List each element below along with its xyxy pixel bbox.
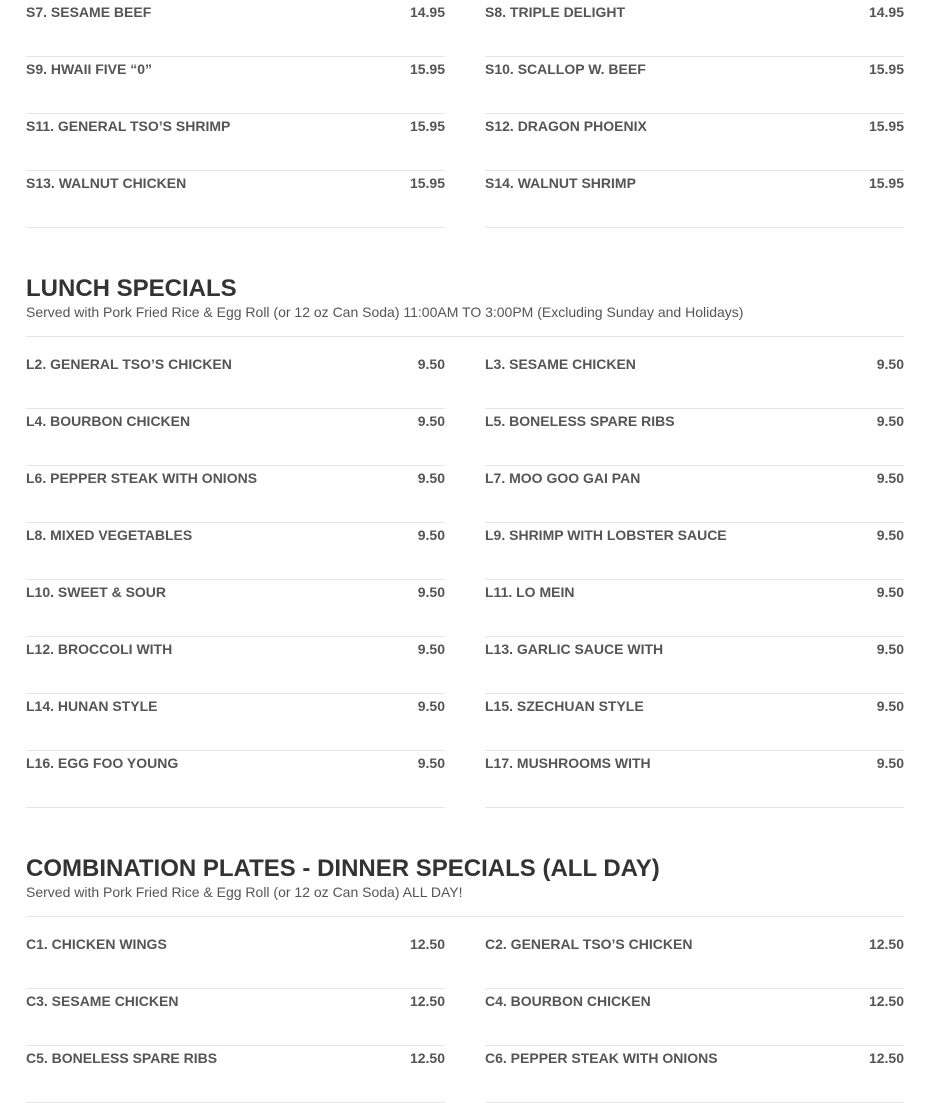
menu-item[interactable] <box>485 171 904 228</box>
menu-item-price: 12.50 <box>868 1050 904 1066</box>
menu-item-name: L16. EGG FOO YOUNG <box>26 755 179 771</box>
menu-item-name: L2. GENERAL TSO’S CHICKEN <box>26 356 232 372</box>
menu-item-name: L17. MUSHROOMS WITH <box>485 755 651 771</box>
menu-item[interactable] <box>26 989 445 1046</box>
menu-item-name: L11. LO MEIN <box>485 584 575 600</box>
menu-column-left <box>26 352 445 808</box>
menu-item-price: 15.95 <box>409 61 445 77</box>
menu-item-price: 9.50 <box>876 584 904 600</box>
menu-item-price: 15.95 <box>868 118 904 134</box>
menu-item-price: 9.50 <box>876 470 904 486</box>
menu-item-price: 9.50 <box>417 755 445 771</box>
section-divider <box>26 916 904 917</box>
menu-item[interactable] <box>485 0 904 57</box>
menu-item-name: L6. PEPPER STEAK WITH ONIONS <box>26 470 258 486</box>
menu-item[interactable] <box>485 932 904 989</box>
section-divider <box>26 336 904 337</box>
menu-item-name: C3. SESAME CHICKEN <box>26 993 179 1009</box>
menu-item-price: 9.50 <box>417 584 445 600</box>
menu-item-name: S13. WALNUT CHICKEN <box>26 175 187 191</box>
menu-item[interactable] <box>26 352 445 409</box>
menu-item-price: 9.50 <box>876 641 904 657</box>
menu-item[interactable] <box>485 580 904 637</box>
menu-item-name: C1. CHICKEN WINGS <box>26 936 167 952</box>
section-description: Served with Pork Fried Rice & Egg Roll (or 12 oz Can Soda) 11:00AM TO 3:00PM (Excluding Sunday and Holidays) <box>26 304 744 320</box>
menu-item-name: S7. SESAME BEEF <box>26 4 152 20</box>
menu-item[interactable] <box>26 523 445 580</box>
menu-item-name: S14. WALNUT SHRIMP <box>485 175 636 191</box>
section-title: LUNCH SPECIALS <box>26 275 237 302</box>
menu-item-price: 12.50 <box>409 993 445 1009</box>
menu-item-price: 12.50 <box>409 1050 445 1066</box>
menu-item-name: S10. SCALLOP W. BEEF <box>485 61 646 77</box>
menu-item[interactable] <box>485 989 904 1046</box>
menu-item-name: C4. BOURBON CHICKEN <box>485 993 651 1009</box>
menu-item-name: C6. PEPPER STEAK WITH ONIONS <box>485 1050 718 1066</box>
menu-item-name: L15. SZECHUAN STYLE <box>485 698 644 714</box>
menu-item[interactable] <box>485 352 904 409</box>
menu-column-right <box>485 0 904 228</box>
menu-item-name: S11. GENERAL TSO’S SHRIMP <box>26 118 231 134</box>
menu-item-price: 9.50 <box>876 356 904 372</box>
menu-item-price: 9.50 <box>876 698 904 714</box>
menu-column-left <box>26 932 445 1103</box>
menu-item-price: 15.95 <box>409 175 445 191</box>
menu-item-price: 15.95 <box>409 118 445 134</box>
menu-item[interactable] <box>26 1046 445 1103</box>
menu-item[interactable] <box>485 637 904 694</box>
menu-item-price: 9.50 <box>417 698 445 714</box>
menu-item[interactable] <box>485 523 904 580</box>
menu-item-name: S12. DRAGON PHOENIX <box>485 118 647 134</box>
menu-item[interactable] <box>26 932 445 989</box>
menu-item-name: L4. BOURBON CHICKEN <box>26 413 191 429</box>
menu-item-price: 9.50 <box>417 413 445 429</box>
menu-item-price: 12.50 <box>868 993 904 1009</box>
section-header-lunch <box>26 275 904 320</box>
menu-column-right <box>485 932 904 1103</box>
menu-item-name: C2. GENERAL TSO’S CHICKEN <box>485 936 693 952</box>
menu-item-name: C5. BONELESS SPARE RIBS <box>26 1050 218 1066</box>
menu-item-name: L10. SWEET & SOUR <box>26 584 167 600</box>
menu-item-name: L13. GARLIC SAUCE WITH <box>485 641 664 657</box>
menu-item-price: 9.50 <box>417 356 445 372</box>
menu-item[interactable] <box>26 114 445 171</box>
menu-item-name: L12. BROCCOLI WITH <box>26 641 173 657</box>
menu-item-name: L9. SHRIMP WITH LOBSTER SAUCE <box>485 527 727 543</box>
menu-item-name: L14. HUNAN STYLE <box>26 698 158 714</box>
menu-item-price: 9.50 <box>876 755 904 771</box>
menu-item-name: L5. BONELESS SPARE RIBS <box>485 413 675 429</box>
menu-item[interactable] <box>26 409 445 466</box>
menu-item[interactable] <box>26 637 445 694</box>
menu-item[interactable] <box>485 466 904 523</box>
menu-item-price: 12.50 <box>409 936 445 952</box>
menu-column-right <box>485 352 904 808</box>
menu-item[interactable] <box>485 751 904 808</box>
menu-item[interactable] <box>485 1046 904 1103</box>
section-header-combination <box>26 855 904 900</box>
menu-item-price: 9.50 <box>417 641 445 657</box>
menu-item[interactable] <box>26 694 445 751</box>
menu-item-name: L8. MIXED VEGETABLES <box>26 527 193 543</box>
menu-item[interactable] <box>485 409 904 466</box>
menu-item-name: L7. MOO GOO GAI PAN <box>485 470 641 486</box>
menu-item-price: 9.50 <box>417 527 445 543</box>
menu-item[interactable] <box>26 751 445 808</box>
menu-item-price: 14.95 <box>409 4 445 20</box>
menu-item[interactable] <box>485 57 904 114</box>
menu-item-price: 12.50 <box>868 936 904 952</box>
menu-item-price: 15.95 <box>868 175 904 191</box>
section-title: COMBINATION PLATES - DINNER SPECIALS (ALL DAY) <box>26 855 660 882</box>
menu-item-name: S9. HWAII FIVE “0” <box>26 61 153 77</box>
menu-item-name: L3. SESAME CHICKEN <box>485 356 636 372</box>
menu-item-price: 14.95 <box>868 4 904 20</box>
menu-item[interactable] <box>485 114 904 171</box>
menu-item[interactable] <box>26 466 445 523</box>
menu-item[interactable] <box>26 57 445 114</box>
menu-item[interactable] <box>485 694 904 751</box>
menu-item-price: 9.50 <box>417 470 445 486</box>
menu-item-price: 9.50 <box>876 527 904 543</box>
menu-item[interactable] <box>26 0 445 57</box>
menu-item[interactable] <box>26 580 445 637</box>
menu-item-name: S8. TRIPLE DELIGHT <box>485 4 626 20</box>
menu-item[interactable] <box>26 171 445 228</box>
menu-item-price: 9.50 <box>876 413 904 429</box>
menu-item-price: 15.95 <box>868 61 904 77</box>
section-description: Served with Pork Fried Rice & Egg Roll (or 12 oz Can Soda) ALL DAY! <box>26 884 463 900</box>
menu-column-left <box>26 0 445 228</box>
